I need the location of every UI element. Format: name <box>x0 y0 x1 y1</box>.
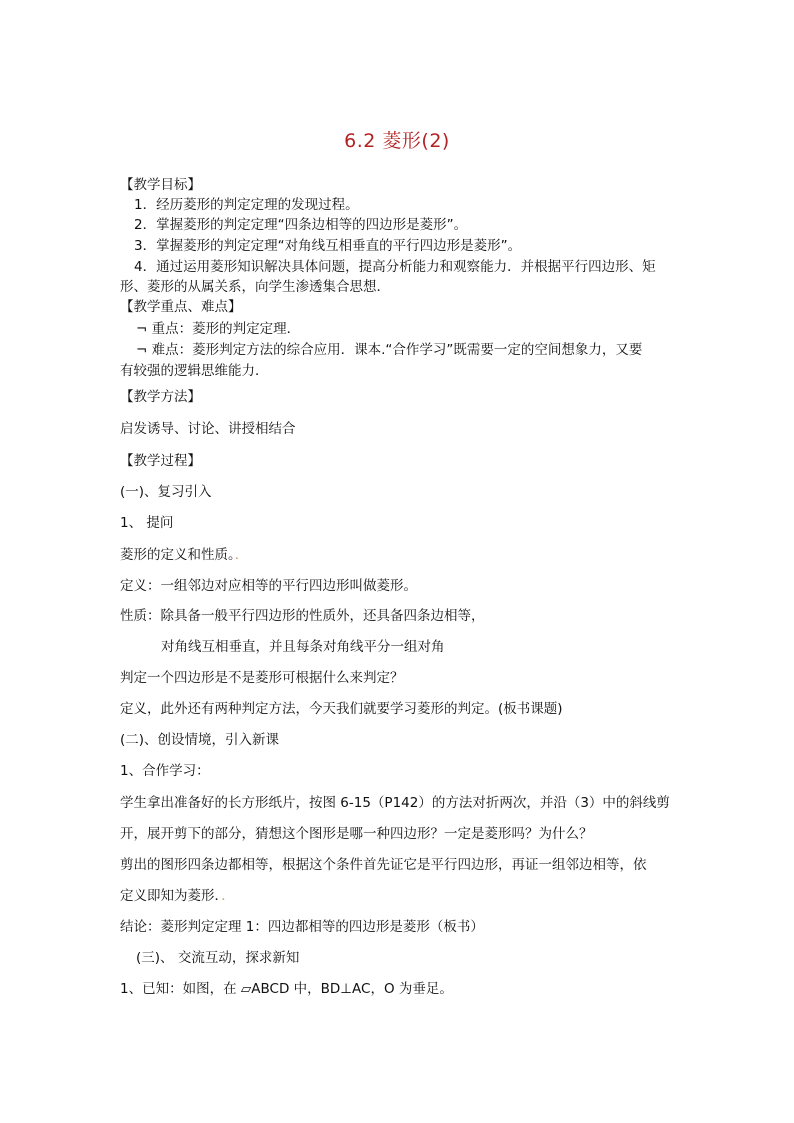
reasoning-line1: 剪出的图形四条边都相等，根据这个条件首先证它是平行四边形，再证一组邻边相等，依 <box>120 857 647 873</box>
activity-line1: 学生拿出准备好的长方形纸片，按图 6-15（P142）的方法对折两次，并沿（3）中的斜线剪 <box>120 795 670 811</box>
definition-text: 定义：一组邻边对应相等的平行四边形叫做菱形。 <box>120 578 417 594</box>
cooperative-learning-heading: 1、合作学习： <box>120 763 210 779</box>
subsection-interaction: (三)、 交流互动，探求新知 <box>136 950 300 966</box>
section-heading-methods: 【教学方法】 <box>120 389 201 405</box>
stray-dot: ． <box>234 547 249 563</box>
section-heading-key-points: 【教学重点、难点】 <box>120 299 242 315</box>
activity-line2: 开，展开剪下的部分，猜想这个图形是哪一种四边形？一定是菱形吗？为什么？ <box>120 826 593 842</box>
reasoning-line2-text: 定义即知为菱形． <box>120 888 222 904</box>
stray-dot-2: ． <box>221 888 235 904</box>
objective-3: 3．掌握菱形的判定定理“对角线互相垂直的平行四边形是菱形”。 <box>134 238 522 254</box>
key-point: ¬ 重点：菱形的判定定理． <box>136 321 301 337</box>
property-text-line2: 对角线互相垂直，并且每条对角线平分一组对角 <box>161 639 445 655</box>
reasoning-line2 <box>120 887 235 905</box>
judgement-intro: 定义，此外还有两种判定方法，今天我们就要学习菱形的判定。(板书课题) <box>120 701 563 717</box>
section-heading-objectives: 【教学目标】 <box>120 177 201 193</box>
objective-2: 2．掌握菱形的判定定理“四条边相等的四边形是菱形”。 <box>134 217 468 233</box>
judgement-question: 判定一个四边形是不是菱形可根据什么来判定？ <box>120 670 404 686</box>
subsection-review: (一)、复习引入 <box>120 484 212 500</box>
conclusion-theorem-1: 结论：菱形判定定理 1：四边都相等的四边形是菱形（板书） <box>120 919 484 935</box>
subsection-scenario: (二)、创设情境，引入新课 <box>120 732 280 748</box>
rhombus-definition-intro-text: 菱形的定义和性质。 <box>120 547 235 563</box>
difficult-point-line2: 有较强的逻辑思维能力． <box>120 363 269 379</box>
property-text-line1: 性质：除具备一般平行四边形的性质外，还具备四条边相等， <box>120 608 485 624</box>
section-heading-process: 【教学过程】 <box>120 453 201 469</box>
document-title: 6.2 菱形(2) <box>344 130 450 152</box>
objective-4-line1: 4．通过运用菱形知识解决具体问题，提高分析能力和观察能力．并根据平行四边形、矩 <box>134 259 656 275</box>
objective-4-line2: 形、菱形的从属关系，向学生渗透集合思想． <box>120 279 390 295</box>
objective-1: 1．经历菱形的判定定理的发现过程。 <box>134 197 359 213</box>
question-heading: 1、 提问 <box>120 515 174 531</box>
difficult-point-line1: ¬ 难点：菱形判定方法的综合应用．课本.“合作学习”既需要一定的空间想象力，又要 <box>136 342 643 358</box>
methods-text: 启发诱导、讨论、讲授相结合 <box>120 421 296 437</box>
rhombus-definition-intro <box>120 546 248 564</box>
exercise-1: 1、已知：如图，在 ▱ABCD 中，BD⊥AC，O 为垂足。 <box>120 981 453 997</box>
